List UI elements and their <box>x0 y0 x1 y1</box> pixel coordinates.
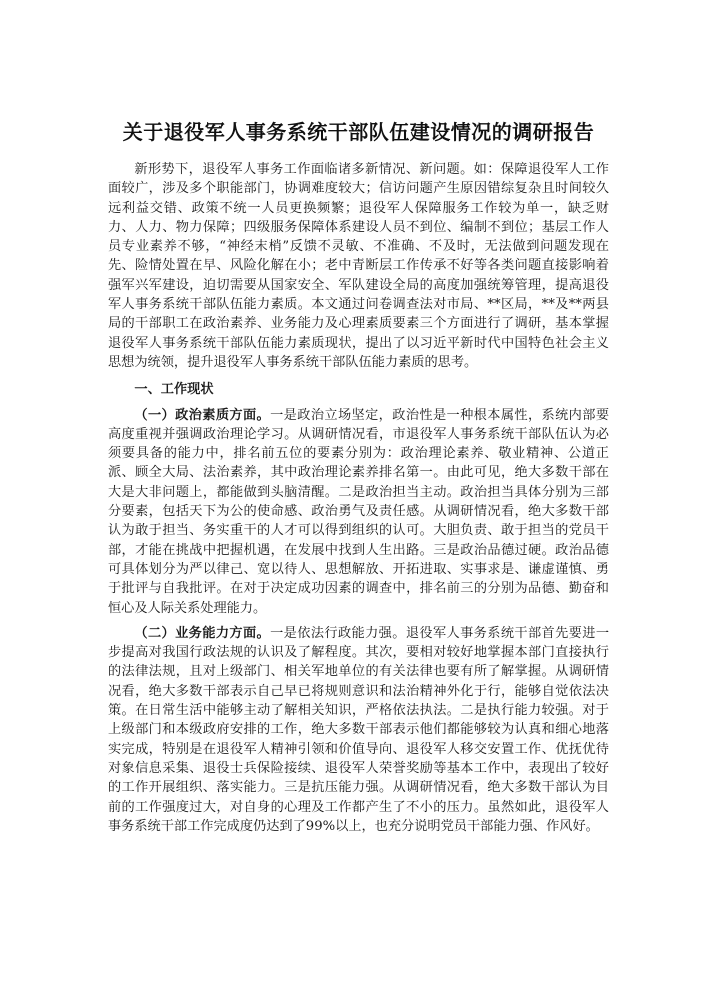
political-quality-body: 一是政治立场坚定，政治性是一种根本属性，系统内部要高度重视并强调政治理论学习。从调研情况看，市退役军人事务系统干部队伍认为必须要具备的能力中，排名前五位的要素分别为：政治理论素养、敬业精神、公道正派、顾全大局、法治素养，其中政治理论素养排名第一。由此可见，绝大多数干部在大是大非问题上，都能做到头脑清醒。二是政治担当主动。政治担当具体分别为三部分要素，包括天下为公的使命感、政治勇气及责任感。从调研情况看，绝大多数干部认为敢于担当、务实重干的人才可以得到组织的认可。大胆负责、敢于担当的党员干部，才能在挑战中把握机遇，在发展中找到人生出路。三是政治品德过硬。政治品德可具体划分为严以律己、宽以待人、思想解放、开拓进取、实事求是、谦虚谨慎、勇于批评与自我批评。在对于决定成功因素的调查中，排名前三的分别为品德、勤奋和恒心及人际关系处理能力。 <box>108 407 610 616</box>
intro-paragraph: 新形势下，退役军人事务工作面临诸多新情况、新问题。如：保障退役军人工作面较广，涉及多个职能部门，协调难度较大；信访问题产生原因错综复杂且时间较久远利益交错、政策不统一人员更换频繁；退役军人保障服务工作较为单一，缺乏财力、人力、物力保障；四级服务保障体系建设人员不到位、编制不到位；基层工作人员专业素养不够，“神经末梢”反馈不灵敏、不准确、不及时，无法做到问题发现在先、险情处置在早、风险化解在小；老中青断层工作传承不好等各类问题直接影响着强军兴军建设，迫切需要从国家安全、军队建设全局的高度加强统筹管理，提高退役军人事务系统干部队伍能力素质。本文通过问卷调查法对市局、**区局，**及**两县局的干部职工在政治素养、业务能力及心理素质要素三个方面进行了调研，基本掌握退役军人事务系统干部队伍能力素质现状，提出了以习近平新时代中国特色社会主义思想为统领，提升退役军人事务系统干部队伍能力素质的思考。 <box>108 162 609 370</box>
business-ability-lead: （二）业务能力方面。 <box>134 625 271 641</box>
political-quality-lead: （一）政治素质方面。 <box>134 407 271 423</box>
document-title: 关于退役军人事务系统干部队伍建设情况的调研报告 <box>122 120 595 144</box>
business-ability-body: 一是依法行政能力强。退役军人事务系统干部首先要进一步提高对我国行政法规的认识及了解程度。其次，要相对较好地掌握本部门直接执行的法律法规，且对上级部门、相关军地单位的有关法律也要有所了解掌握。从调研情况看，绝大多数干部表示自己早已将规则意识和法治精神外化于行，能够自觉依法决策。在日常生活中能够主动了解相关知识，严格依法执法。二是执行能力较强。对于上级部门和本级政府安排的工作，绝大多数干部表示他们都能够较为认真和细心地落实完成，特别是在退役军人精神引领和价值导向、退役军人移交安置工作、优抚优待对象信息采集、退役士兵保险接续、退役军人荣誉奖励等基本工作中，表现出了较好的工作开展组织、落实能力。三是抗压能力强。从调研情况看，绝大多数干部认为目前的工作强度过大，对自身的心理及工作都产生了不小的压力。虽然如此，退役军人事务系统干部工作完成度仍达到了99%以上，也充分说明党员干部能力强、作风好。 <box>108 625 610 834</box>
section-heading-work-status: 一、工作现状 <box>134 382 214 398</box>
business-ability-paragraph <box>108 624 609 836</box>
political-quality-paragraph <box>108 406 609 618</box>
